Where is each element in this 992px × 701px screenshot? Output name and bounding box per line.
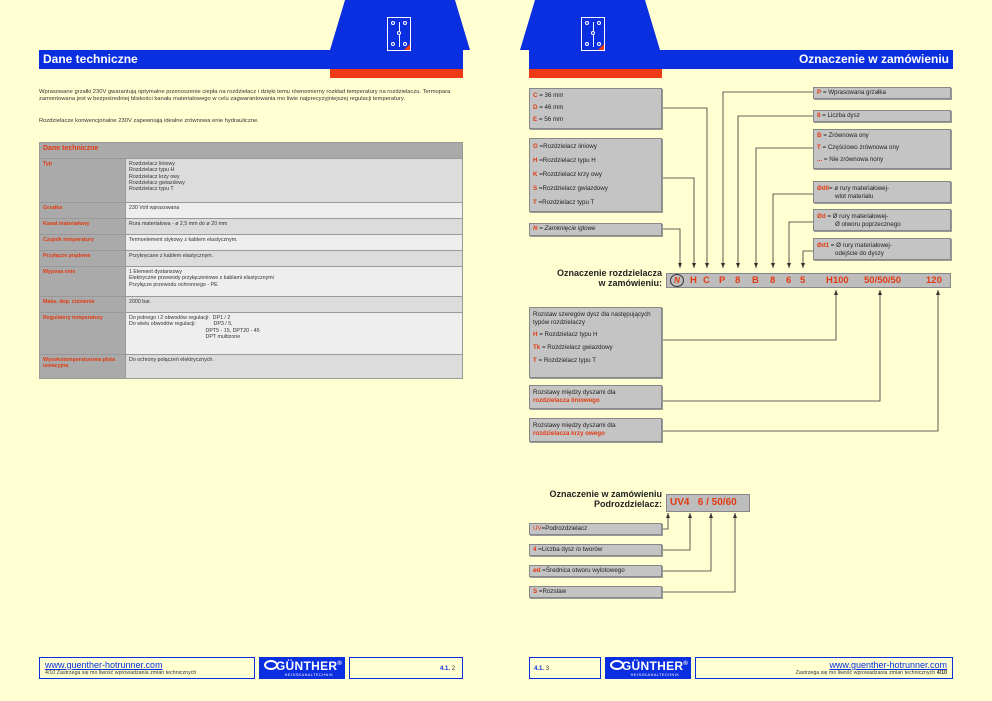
row-label: Przyłącze prądowe [40,251,126,267]
sub-order-label [529,489,662,509]
order-label [529,268,662,288]
box-sizes [529,88,662,129]
item-text: = Nie zrównowa nony [822,156,884,163]
item-key: E [533,116,538,123]
list-item [817,154,947,166]
website-link[interactable]: www.guenther-hotrunner.com [45,660,163,670]
item-text: =Rozdzielacz krzy owy [537,171,602,178]
row-label: Regulatory temperatury [40,313,126,355]
code-char: 120 [926,275,942,286]
row-label: Kanał materiałowy [40,219,126,235]
brand-name: GÜNTHER [275,659,338,673]
row-label: Czujnik temperatury [40,235,126,251]
item-key: P [817,89,822,96]
box-title: Rozstaw szeregów dysz dla następujących typów rozdzielaczy [533,311,651,326]
code-char: 5 [800,275,806,286]
page-num-index: 2 [451,666,456,672]
item-text: =Podrozdzielacz [541,525,588,532]
list-item [533,329,658,342]
item-key: K [533,171,538,178]
item-text: = Liczba dysz [820,112,860,119]
brand-name: GÜNTHER [621,659,684,673]
row-label: Maks. dop. ciśnienie [40,297,126,313]
list-item [533,114,658,126]
sub-box-spacing [529,586,662,598]
item-key: B [817,132,822,139]
box-row-spacing [529,307,662,378]
item-key: Tk [533,344,541,351]
row-value: Rura materiałowa - ø 2,5 mm do ø 20 mm [126,219,463,235]
item-text: =Rozdzielacz typu T [536,199,595,206]
list-item [533,102,658,114]
item-text: =Rozdzielacz typu H [537,157,596,164]
item-text: =Średnica otworu wylotowego [540,567,625,574]
item-key: H [533,331,538,338]
item-key: UV [533,525,542,532]
code-char: H100 [826,275,849,286]
brand-sub: HEISSKANALTECHNIK [630,673,680,677]
order-label-line-1: Oznaczenie rozdzielacza [556,268,662,278]
item-text: = 56 mm [537,116,564,123]
code-char: 50/50/50 [864,275,901,286]
manifold-logo-icon [581,17,605,51]
code-char: B [752,275,759,286]
list-item [533,342,658,355]
item-text: = Zamknięcie iglowe [537,225,596,232]
item-key: H [533,157,538,164]
list-item [533,197,658,211]
sub-label-line-1: Oznaczenie w zamówieniu [549,489,662,499]
right-page-number [534,666,549,672]
box-nozzle-count [813,110,951,122]
item-text: =Rozdzielacz gwiazdowy [537,185,608,192]
box-linear-spacing [529,385,662,409]
code-char: P [719,275,726,286]
item-key: Ød0 [817,185,830,192]
table-row [40,297,463,313]
table-row [40,313,463,355]
box-od [813,209,951,231]
box-balance [813,129,951,169]
row-value: 1 Element dystansowy Elektryczne przewody przyłączeniowe z kablami elastycznymi Przyłącze przewodu ochronnego - PE [126,267,463,297]
left-orange-strip [330,69,463,78]
item-text: = Rozdzielacz gwiazdowy [540,344,613,351]
row-label: Wyposa enie [40,267,126,297]
right-footer [695,657,953,679]
brand-reg: ® [683,661,689,667]
website-link[interactable]: www.guenther-hotrunner.com [829,660,947,670]
left-page-number [440,666,455,672]
page-num-index: 3 [545,666,550,672]
list-item [533,183,658,197]
box-od0 [813,181,951,203]
list-item [533,155,658,169]
code-char: 6 [786,275,792,286]
spec-table-title: Dane techniczne [40,143,463,159]
page-num-section: 4.1. [534,666,545,672]
box-line-1: Rozstawy między dyszami dla [533,389,616,396]
table-row [40,219,463,235]
box-line-2: rozdzielacza krzy owego [533,429,605,437]
item-key: T [533,357,537,364]
sub-box-uv [529,523,662,535]
manifold-logo-icon [387,17,411,51]
brand-reg: ® [337,661,343,667]
footer-page: 4/10 [936,670,947,676]
box-line-1: Rozstawy między dyszami dla [533,422,616,429]
left-header-title: Dane techniczne [43,52,138,66]
item-key: Ød1 [817,242,830,249]
item-key: Ød [817,213,826,220]
intro-paragraph-2: Rozdzielacze konwencjonalne 230V zapewniają idealne zrównowa enie hydrauliczne. [39,118,259,124]
sub-box-diameter [529,565,662,577]
box-types [529,138,662,212]
list-item [817,130,947,142]
item-text: = Ø rury materiałowej- [829,242,892,249]
code-char: C [703,275,710,286]
item-text: =Rozstaw [537,588,567,595]
list-item [533,169,658,183]
item-key: G [533,143,538,150]
box-heater [813,87,951,99]
box-line-2: rozdzielacza liniowego [533,396,600,404]
table-row [40,159,463,203]
sub-label-line-2: Podrozdzielacz: [593,499,662,509]
item-text: = Ø rury materiałowej- [825,213,889,220]
item-key: S [533,588,538,595]
item-text-2: wlot materiału [835,192,874,200]
item-key: D [533,104,538,111]
row-value: Do ochrony połączeń elektrycznych. [126,355,463,379]
spec-table [39,142,463,379]
table-row [40,235,463,251]
code-char: H [690,275,697,286]
item-key: 4 [533,546,537,553]
item-key: C [533,92,538,99]
table-row [40,267,463,297]
item-text: = 36 mm [537,92,564,99]
sub-box-count [529,544,662,556]
gunther-logo [605,657,691,679]
box-od1 [813,238,951,260]
row-value: Rozdzielacz liniowy Rozdzielacz typu H Rozdzielacz krzy owy Rozdzielacz gwiazdowy Rozdzielacz typu T [126,159,463,203]
right-orange-strip [529,69,662,78]
row-label: Grzałka [40,203,126,219]
footer-note: 4/10 Zastrzega się mo liwość wprowadzania zmian technicznych [45,670,197,676]
row-value: Do jednego i 2 obwodów regulacji: DP1 / 2 Do wielu obwodów regulacji: DP3 / 5, DPT5 - 15, DPT20 - 45 DPT multizone [126,313,463,355]
item-text: = Wprasowana grzałka [821,89,886,96]
row-value: 230 Volt wprasowana [126,203,463,219]
code-char-n: N [670,274,684,287]
list-item [533,355,658,368]
order-label-line-2: w zamówieniu: [598,278,662,288]
table-row [40,355,463,379]
item-key: T [817,144,821,151]
table-row [40,251,463,267]
item-key: ød [533,567,541,574]
item-key: S [533,185,538,192]
row-label: Typ [40,159,126,203]
row-label: Wysokotemperaturowa płyta izolacyjna [40,355,126,379]
sub-code: UV4 6 / 50/60 [670,497,737,508]
box-needle [529,223,662,236]
item-key: ... [817,156,823,163]
item-text: = Rozdzielacz typu H [537,331,598,338]
item-key: N [533,225,538,232]
footer-note-text: Zastrzega się mo liwość wprowadzania zmian technicznych [795,670,936,676]
item-text: = ø rury materiałowej- [829,185,890,192]
list-item [533,141,658,155]
item-text-2: Ø otworu poprzecznego [835,220,901,228]
list-item [817,142,947,154]
gunther-logo [259,657,345,679]
item-key: T [533,199,537,206]
right-header-title: Oznaczenie w zamówieniu [798,52,949,66]
intro-paragraph-1: Wprasowane grzałki 230V gwarantują optymalne przenoszenie ciepła na rozdzielacz i dzięki temu równomierny rozkład temperatury na rozdzielaczu. Termopara zamontowana jest w bezpośredniej bliskości kanału materiałowego w celu zagwarantowania mo liwie najprecyzyjniejszej regulacji temperatury. [39,89,451,102]
item-key: 8 [817,112,821,119]
item-text: = Częściowo zrównowa ony [820,144,900,151]
code-char: 8 [735,275,741,286]
row-value: Przykręcane z kablem elastycznym. [126,251,463,267]
row-value: Termoelement stykowy z kablem elastycznym. [126,235,463,251]
table-row [40,203,463,219]
box-cross-spacing [529,418,662,442]
page-num-section: 4.1. [440,666,451,672]
row-value: 2000 bar. [126,297,463,313]
item-text: = Zrównowa ony [821,132,869,139]
list-item [533,90,658,102]
item-text: =Liczba dysz /o tworów [536,546,603,553]
brand-sub: HEISSKANALTECHNIK [284,673,334,677]
item-text: = Rozdzielacz typu T [536,357,596,364]
footer-note [701,670,947,676]
item-text: = 46 mm [537,104,564,111]
item-text-2: odejście do dyszy [835,249,884,257]
item-text: =Rozdzielacz liniowy [537,143,597,150]
code-char: 8 [770,275,776,286]
left-footer [39,657,255,679]
